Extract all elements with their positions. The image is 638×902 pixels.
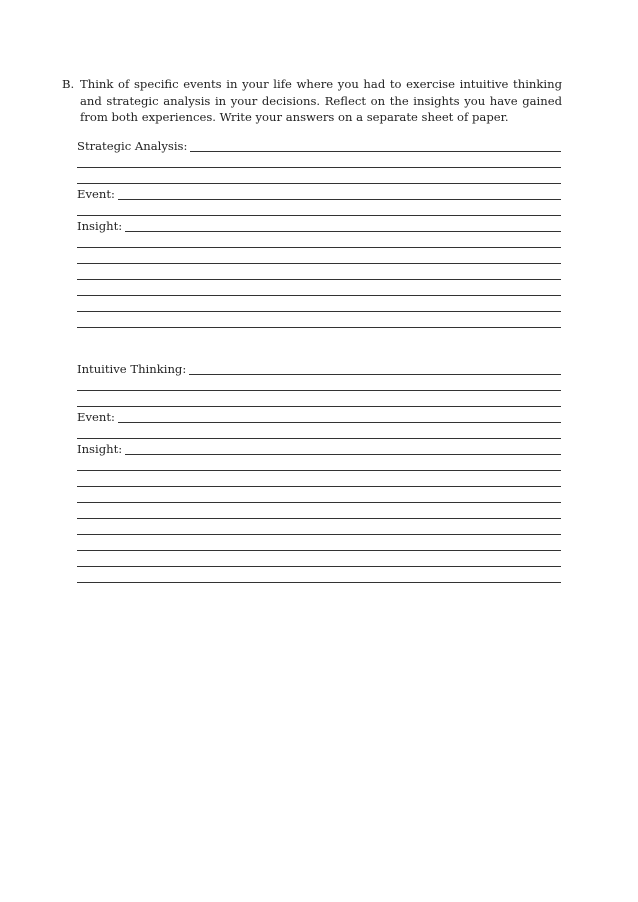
answer-line[interactable] [77, 390, 561, 391]
answer-line[interactable] [77, 534, 561, 535]
answer-line[interactable] [77, 438, 561, 439]
event-label: Event: [77, 187, 115, 201]
answer-line[interactable] [77, 295, 561, 296]
answer-line[interactable] [77, 247, 561, 248]
event-answer-line[interactable] [118, 198, 561, 200]
strategic-insight-row [77, 218, 561, 234]
intuitive-thinking-label: Intuitive Thinking: [77, 362, 187, 376]
answer-line[interactable] [77, 183, 561, 184]
insight-answer-line[interactable] [125, 453, 561, 455]
strategic-analysis-row [77, 138, 561, 154]
answer-line[interactable] [77, 215, 561, 216]
answer-line[interactable] [77, 167, 561, 168]
intuitive-thinking-row [77, 361, 561, 377]
item-marker: B. [62, 77, 75, 91]
intuitive-event-row [77, 409, 561, 425]
insight-label: Insight: [77, 219, 123, 233]
event-answer-line[interactable] [118, 421, 561, 423]
strategic-analysis-label: Strategic Analysis: [77, 139, 188, 153]
answer-line[interactable] [77, 406, 561, 407]
intuitive-thinking-answer-line[interactable] [189, 373, 561, 375]
instruction-text: Think of specific events in your life where you had to exercise intuitive thinking and strategic analysis in your decisions. Reflect on the insights you have gained from both experiences. Write your answers on a separate sheet of paper. [80, 77, 562, 124]
answer-line[interactable] [77, 486, 561, 487]
answer-line[interactable] [77, 327, 561, 328]
answer-line[interactable] [77, 311, 561, 312]
answer-line[interactable] [77, 263, 561, 264]
answer-line[interactable] [77, 550, 561, 551]
instruction-b [62, 76, 562, 126]
answer-line[interactable] [77, 502, 561, 503]
insight-label: Insight: [77, 442, 123, 456]
strategic-event-row [77, 186, 561, 202]
answer-line[interactable] [77, 566, 561, 567]
answer-line[interactable] [77, 518, 561, 519]
answer-line[interactable] [77, 470, 561, 471]
answer-line[interactable] [77, 279, 561, 280]
insight-answer-line[interactable] [125, 230, 561, 232]
intuitive-insight-row [77, 441, 561, 457]
strategic-analysis-answer-line[interactable] [190, 150, 561, 152]
answer-line[interactable] [77, 582, 561, 583]
event-label: Event: [77, 410, 115, 424]
